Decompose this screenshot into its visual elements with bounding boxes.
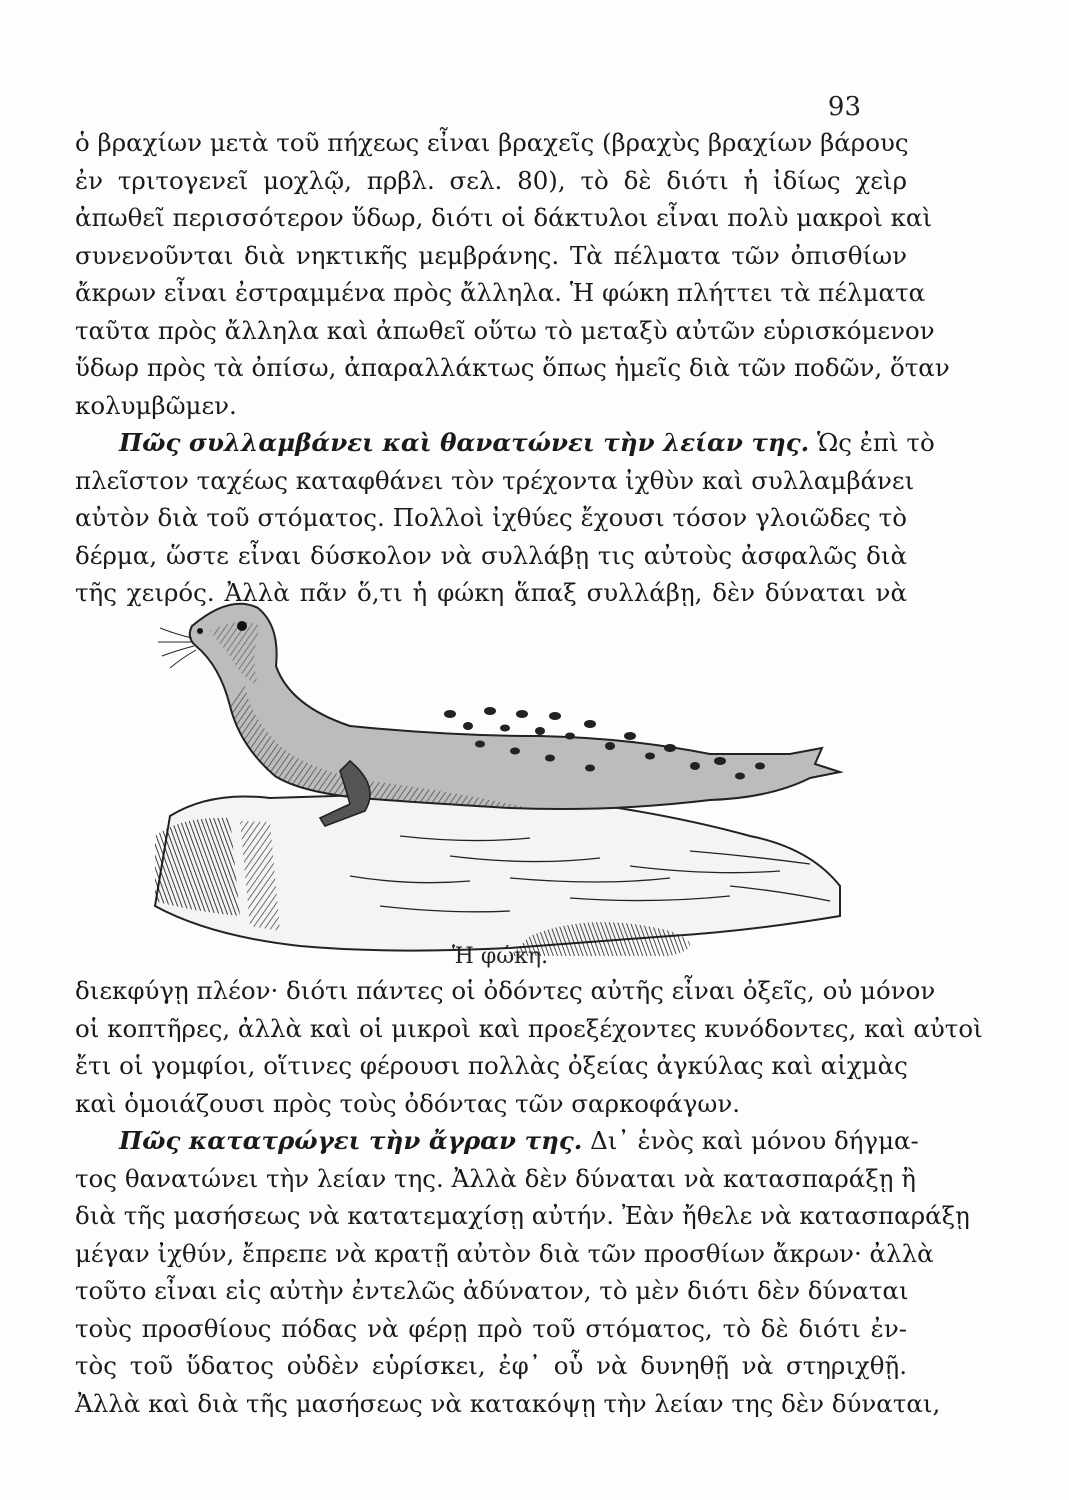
figure-caption: Ἡ φώκη.: [452, 944, 549, 969]
text-line: τος θανατώνει τὴν λείαν της. Ἀλλὰ δὲν δύναται νὰ κατασπαράξῃ ἢ: [75, 1163, 916, 1193]
seal-engraving: [150, 586, 850, 958]
section-heading-eating: Πῶς κατατρώγει τὴν ἄγραν της.: [119, 1126, 583, 1155]
text-line: ταῦτα πρὸς ἄλληλα καὶ ἀπωθεῖ οὕτω τὸ μεταξὺ αὐτῶν εὑρισκόμενον: [75, 315, 935, 345]
text-line: τοῦτο εἶναι εἰς αὐτὴν ἐντελῶς ἀδύνατον, τὸ μὲν διότι δὲν δύναται: [75, 1276, 909, 1305]
upper-text-block: [75, 124, 950, 612]
text-line: τὸς τοῦ ὕδατος οὐδὲν εὑρίσκει, ἐφ᾽ οὗ νὰ δυνηθῇ νὰ στηριχθῇ.: [75, 1351, 907, 1380]
text-line: μέγαν ἰχθύν, ἔπρεπε νὰ κρατῇ αὐτὸν διὰ τῶν προσθίων ἄκρων· ἀλλὰ: [75, 1238, 934, 1268]
lower-text-block: [75, 972, 983, 1422]
text-line: ὕδωρ πρὸς τὰ ὀπίσω, ἀπαραλλάκτως ὅπως ἡμεῖς διὰ τῶν ποδῶν, ὅταν: [75, 353, 950, 382]
text-line: ἐν τριτογενεῖ μοχλῷ, πρβλ. σελ. 80), τὸ δὲ διότι ἡ ἰδίως χεὶρ: [75, 165, 907, 195]
seal-eye: [237, 621, 247, 631]
section-heading-line: [75, 1122, 919, 1160]
section-heading-capture: Πῶς συλλαμβάνει καὶ θανατώνει τὴν λείαν της.: [119, 428, 810, 457]
text-line: διεκφύγῃ πλέον· διότι πάντες οἱ ὀδόντες αὐτῆς εἶναι ὀξεῖς, οὐ μόνον: [75, 976, 936, 1005]
text-line: τοὺς προσθίους πόδας νὰ φέρῃ πρὸ τοῦ στόματος, τὸ δὲ διότι ἐν-: [75, 1313, 907, 1343]
text-line: ἄκρων εἶναι ἐστραμμένα πρὸς ἄλληλα. Ἡ φώκη πλήττει τὰ πέλματα: [75, 278, 926, 307]
text-line: κολυμβῶμεν.: [75, 390, 237, 420]
text-line: δέρμα, ὥστε εἶναι δύσκολον νὰ συλλάβῃ τις αὐτοὺς ἀσφαλῶς διὰ: [75, 540, 907, 570]
text-line: ὁ βραχίων μετὰ τοῦ πήχεως εἶναι βραχεῖς (βραχὺς βραχίων βάρους: [75, 128, 909, 157]
page-number: 93: [827, 92, 861, 122]
text-line: ἀπωθεῖ περισσότερον ὕδωρ, διότι οἱ δάκτυλοι εἶναι πολὺ μακροὶ καὶ: [75, 203, 933, 232]
text-line: αὐτὸν διὰ τοῦ στόματος. Πολλοὶ ἰχθύες ἔχουσι τόσον γλοιῶδες τὸ: [75, 503, 907, 532]
text-line: ἔτι οἱ γομφίοι, οἵτινες φέρουσι πολλὰς ὀξείας ἀγκύλας καὶ αἰχμὰς: [75, 1051, 908, 1080]
text-fragment: Δι᾽ ἑνὸς καὶ μόνου δήγμα-: [590, 1126, 919, 1155]
text-line: διὰ τῆς μασήσεως νὰ κατατεμαχίσῃ αὐτήν. Ἐὰν ἤθελε νὰ κατασπαράξῃ: [75, 1201, 970, 1230]
text-line: τῆς χειρός. Ἀλλὰ πᾶν ὅ,τι ἡ φώκη ἅπαξ συλλάβῃ, δὲν δύναται νὰ: [75, 578, 907, 607]
section-heading-line: [75, 424, 935, 462]
seal-illustration: [150, 586, 850, 958]
text-fragment: Ὡς ἐπὶ τὸ: [816, 428, 935, 457]
text-line: καὶ ὁμοιάζουσι πρὸς τοὺς ὀδόντας τῶν σαρκοφάγων.: [75, 1088, 741, 1118]
text-line: συνενοῦνται διὰ νηκτικῆς μεμβράνης. Τὰ πέλματα τῶν ὀπισθίων: [75, 240, 907, 270]
text-line: Ἀλλὰ καὶ διὰ τῆς μασήσεως νὰ κατακόψῃ τὴν λείαν της δὲν δύναται,: [75, 1388, 941, 1418]
text-line: πλεῖστον ταχέως καταφθάνει τὸν τρέχοντα ἰχθὺν καὶ συλλαμβάνει: [75, 465, 915, 495]
text-line: οἱ κοπτῆρες, ἀλλὰ καὶ οἱ μικροὶ καὶ προεξέχοντες κυνόδοντες, καὶ αὐτοὶ: [75, 1013, 983, 1043]
